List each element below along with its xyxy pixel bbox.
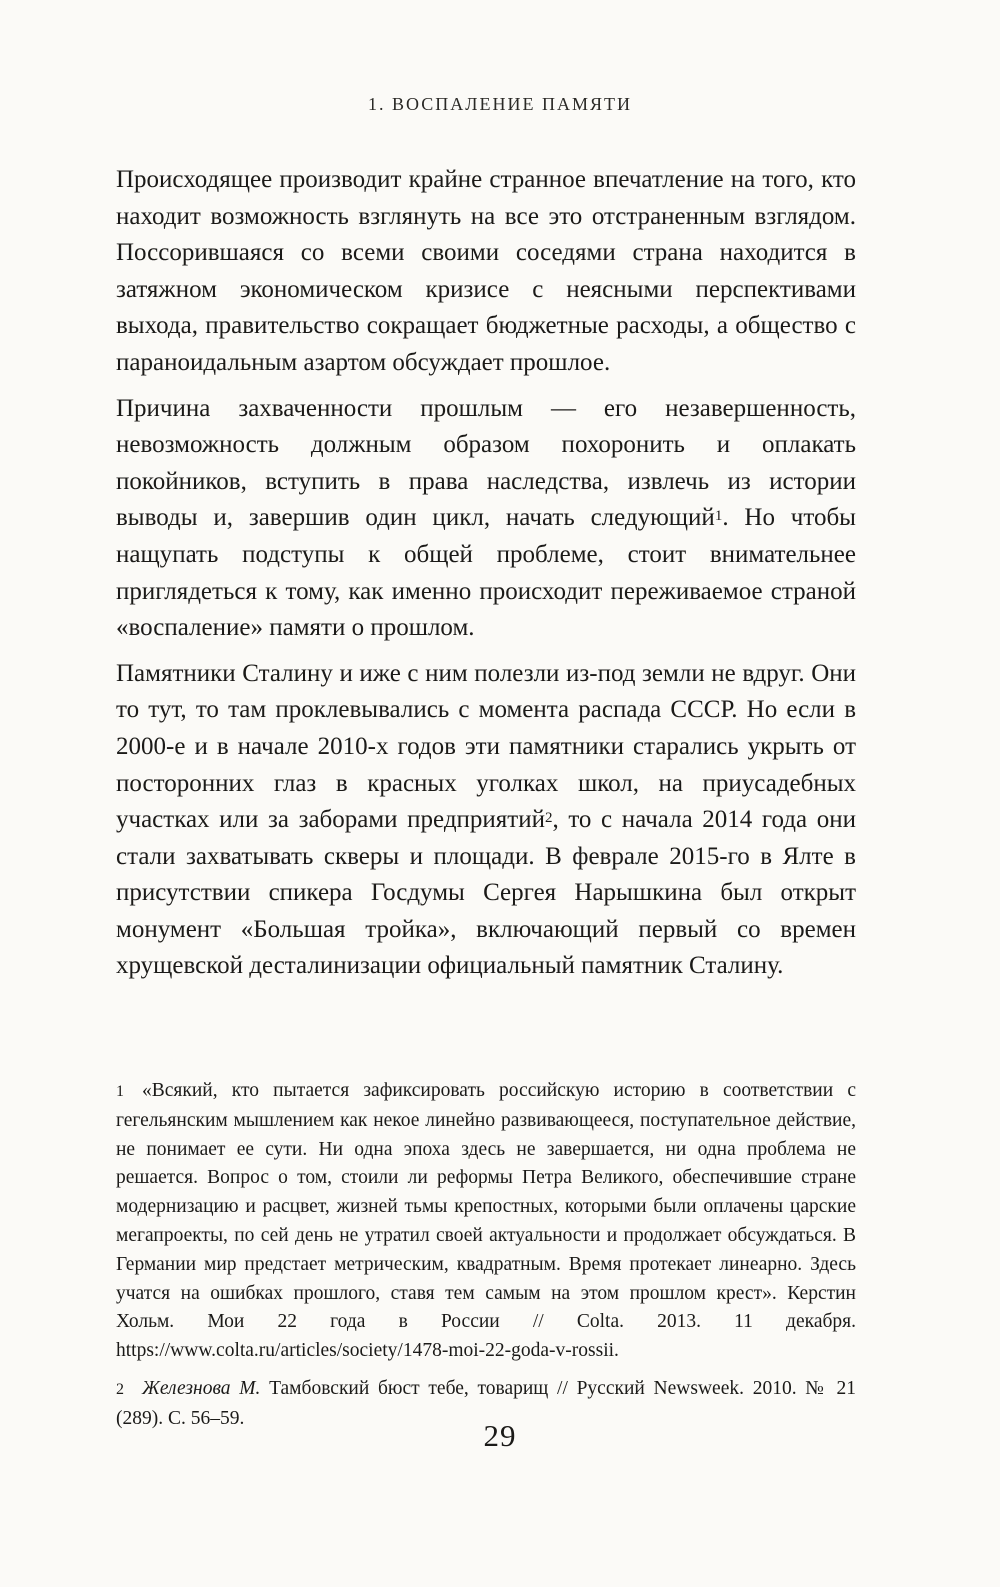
paragraph-1 bbox=[116, 162, 856, 382]
footnotes bbox=[116, 1077, 856, 1443]
footnote-text: «Всякий, кто пытается зафиксировать российскую историю в соответствии с гегельянским мышлением как некое линейно развивающееся, поступательное действие, не понимает ее сути. Ни одна эпоха здесь не завершается, ни одна проблема не решается. Вопрос о том, стоили ли реформы Петра Великого, обеспечившие стране модернизацию и расцвет, жизней тьмы крепостных, которыми были оплачены царские мегапроекты, по сей день не утратил своей актуальности и продолжает обсуждаться. В Германии мир предстает метрическим, квадратным. Время протекает линеарно. Здесь учатся на ошибках прошлого, ставя тем самым на этом прошлом крест». Керстин Хольм. Мои 22 года в России // Colta. 2013. 11 декабря. https://www.colta.ru/articles/society/1478-moi-22-goda-v-rossii. bbox=[116, 1080, 856, 1362]
paragraph-2 bbox=[116, 391, 856, 647]
footnote-ref-2: 2 bbox=[544, 810, 553, 827]
paragraph-text: Происходящее производит крайне странное впечатление на того, кто находит возможность взглянуть на все это отстраненным взглядом. Поссорившаяся со всеми своими соседями страна находится в затяжном экономическом кризисе с неясными перспективами выхода, правительство сокращает бюджетные расходы, а общество с параноидальным азартом обсуждает прошлое. bbox=[116, 166, 856, 376]
footnote-text: Тамбовский бюст тебе, товарищ // Русский Newsweek. 2010. № 21 (289). С. 56–59. bbox=[116, 1377, 856, 1429]
footnote-author: Железнова М. bbox=[142, 1377, 261, 1399]
paragraph-text: , то с начала 2014 года они стали захватывать скверы и площади. В феврале 2015-го в Ялте в присутствии спикера Госдумы Сергея Нарышкина был открыт монумент «Большая тройка», включающий первый со времен хрущевской десталинизации официальный памятник Сталину. bbox=[116, 806, 856, 980]
paragraph-3 bbox=[116, 656, 856, 985]
footnote-number: 2 bbox=[116, 1380, 124, 1398]
paragraph-text: . Но чтобы нащупать подступы к общей проблеме, стоит внимательнее приглядеться к тому, как именно происходит переживаемое страной «воспаление» памяти о прошлом. bbox=[116, 504, 856, 642]
paragraph-text: Памятники Сталину и иже с ним полезли из-под земли не вдруг. Они то тут, то там проклевывались с момента распада СССР. Но если в 2000-е и в начале 2010-х годов эти памятники старались укрыть от посторонних глаз в красных уголках школ, на приусадебных участках или за заборами предприятий bbox=[116, 659, 856, 834]
footnote-number: 1 bbox=[116, 1083, 124, 1100]
paragraph-text: Причина захваченности прошлым — его незавершенность, невозможность должным образом похоронить и оплакать покойников, вступить в права наследства, извлечь из истории выводы и, завершив один цикл, начать следующий bbox=[116, 394, 856, 532]
footnote-1 bbox=[116, 1077, 856, 1366]
running-head: 1. ВОСПАЛЕНИЕ ПАМЯТИ bbox=[368, 94, 632, 114]
footnote-ref-1: 1 bbox=[714, 508, 723, 525]
page-number: 29 bbox=[483, 1418, 517, 1453]
main-text bbox=[116, 162, 856, 994]
